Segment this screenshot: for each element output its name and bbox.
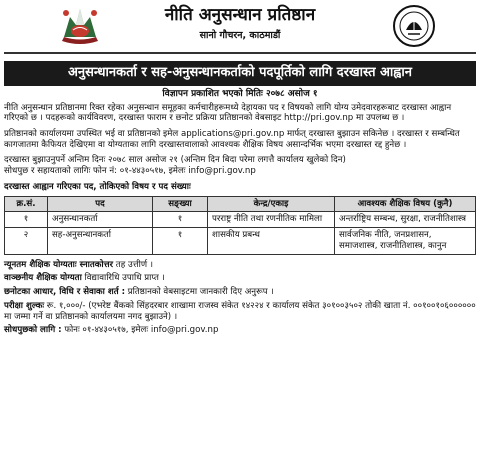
preferred-qualification [4, 273, 476, 284]
table-header-row [5, 196, 476, 212]
cell-subject: अन्तर्राष्ट्रिय सम्बन्ध, सुरक्षा, राजनीतिशास्त्र [335, 212, 476, 228]
selection-criteria [4, 287, 476, 298]
col-header-post: पद [48, 196, 153, 212]
table-row [5, 212, 476, 228]
cell-center: शासकीय प्रबन्ध [208, 228, 335, 254]
cell-center: परराष्ट्र नीति तथा रणनीतिक मामिला [208, 212, 335, 228]
selection-criteria-text: प्रतिष्ठानको वेबसाइटमा जानकारी दिए अनुरूप । [125, 287, 274, 298]
institute-logo-icon [392, 4, 436, 48]
cell-count: १ [153, 228, 208, 254]
preferred-qualification-label: वाञ्छनीय शैक्षिक योग्यता [4, 273, 82, 284]
exam-fee [4, 301, 476, 322]
exam-fee-text: रू. १,०००/- (एभरेष्ट बैंकको सिंहदरबार शाखामा राजस्व संकेत १४२२४ र कार्यालय संकेत ३०१००३५०२ तोकी खाता नं. ००१००१०६०००००० मा जम्मा गर्ने वा प्रतिष्ठानको कार्यालयमा नगद बुझाउने) । [4, 300, 476, 322]
contact-label: सोधपुछको लागि : [4, 325, 62, 336]
cell-post: अनुसन्धानकर्ता [48, 212, 153, 228]
min-qualification-text: तह उत्तीर्ण । [113, 259, 154, 270]
org-name: नीति अनुसन्धान प्रतिष्ठान [164, 5, 316, 25]
cell-count: १ [153, 212, 208, 228]
submission-paragraph: प्रतिष्ठानको कार्यालयमा उपस्थित भई वा प्रतिष्ठानको इमेल applications@pri.gov.np मार्फत् दरखास्त बुझाउन सकिनेछ । दरखास्त र सम्बन्धित कागजातमा कैफियत देखिएमा वा योग्यताका लागि दरखास्तवालाको आवश्यक शैक्षिक विषय असान्दर्भिक भएमा दरखास्त रद्द हुनेछ । [4, 128, 460, 150]
notice-banner: अनुसन्धानकर्ता र सह-अनुसन्धानकर्ताको पदपूर्तिको लागि दरखास्त आह्वान [4, 61, 476, 86]
cell-sn: १ [5, 212, 48, 228]
min-qualification [4, 260, 476, 271]
intro-paragraph: नीति अनुसन्धान प्रतिष्ठानमा रिक्त रहेका अनुसन्धान समूहका कर्मचारीहरूमध्ये देहायका पद र विषयको लागि योग्य उमेदवारहरूबाट दरखास्त आह्वान गरिएको छ । पदहरूको कार्यविवरण, दरखास्त फाराम र छनोट प्रक्रिया प्रतिष्ठानको वेबसाइट http://pri.gov.np मा उपलब्ध छ । [4, 102, 452, 124]
published-date: विज्ञापन प्रकाशित भएको मितिः २०७८ असोज १ [162, 89, 318, 100]
deadline-line: दरखास्त बुझाउनुपर्ने अन्तिम दिनः २०७८ साल असोज २१ (अन्तिम दिन बिदा परेमा लगत्तै कार्यालय खुलेको दिन) [4, 155, 346, 166]
contact-text: फोनः ०१-४४३०५१७, इमेलः info@pri.gov.np [61, 325, 219, 336]
cell-post: सह-अनुसन्धानकर्ता [48, 228, 153, 254]
cell-sn: २ [5, 228, 48, 254]
preferred-qualification-text: विद्यावारिधि उपाधि प्राप्त । [81, 273, 165, 284]
cell-subject: सार्वजनिक नीति, जनप्रशासन, समाजशास्त्र, राजनीतिशास्त्र, कानुन [335, 228, 476, 254]
requirements-section [4, 260, 476, 336]
org-address: सानो गौचरन, काठमाडौं [199, 30, 281, 41]
col-header-subject: आवश्यक शैक्षिक विषय (कुनै) [335, 196, 476, 212]
min-qualification-label: न्यूनतम शैक्षिक योग्यताः स्नातकोत्तर [4, 259, 114, 270]
table-caption: दरखास्त आह्वान गरिएका पद, तोकिएको विषय र पद संख्याः [4, 181, 191, 192]
header [4, 0, 476, 54]
col-header-center: केन्द्र/एकाइ [208, 196, 335, 212]
exam-fee-label: परीक्षा शुल्कः [4, 300, 45, 311]
notice-page [4, 0, 476, 449]
help-contact-line: सोधपुछ र सहायताको लागिः फोन नं: ०१-४४३०५१७, इमेलः info@pri.gov.np [4, 166, 256, 177]
col-header-sn: क्र.सं. [5, 196, 48, 212]
vacancy-table [4, 196, 476, 255]
table-row [5, 228, 476, 254]
selection-criteria-label: छनोटका आधार, विधि र सेवाका शर्त : [4, 287, 126, 298]
col-header-count: सङ्ख्या [153, 196, 208, 212]
contact-info [4, 325, 476, 336]
